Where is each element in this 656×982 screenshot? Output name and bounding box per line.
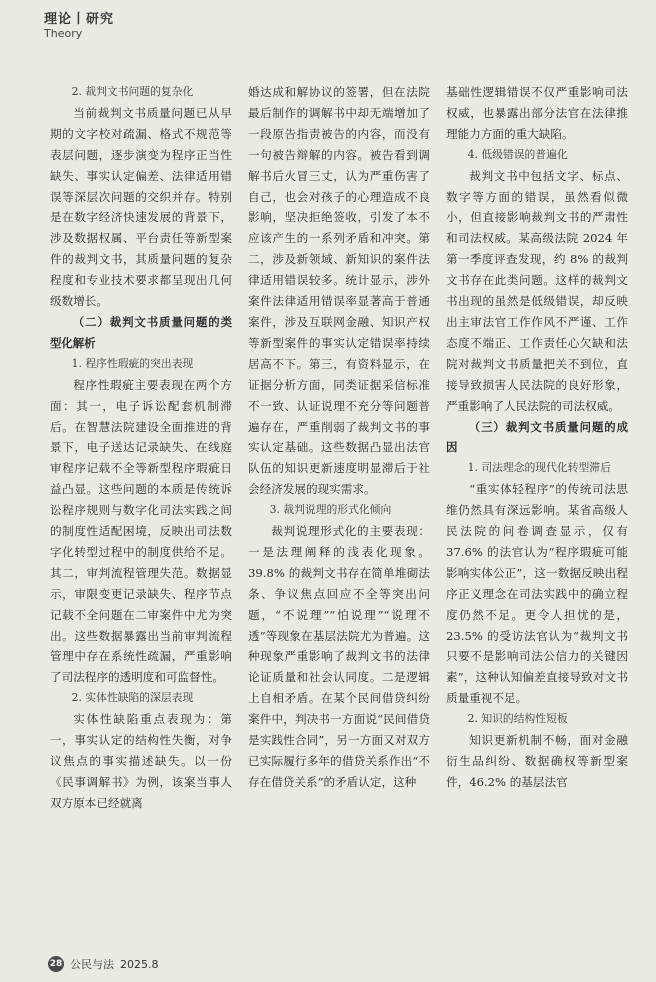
publication-name: 公民与法 — [70, 958, 114, 971]
text-column-2 — [248, 82, 430, 793]
page-number: 28 — [48, 956, 64, 972]
page-header — [44, 12, 114, 41]
text-column-1 — [50, 82, 232, 814]
section-title: 理论丨研究 — [44, 12, 115, 27]
section-heading: （二）裁判文书质量问题的类型化解析 — [50, 314, 232, 350]
section-heading: （三）裁判文书质量问题的成因 — [446, 419, 628, 455]
paragraph: 裁判文书中包括文字、标点、数字等方面的错误，虽然看似微小，但直接影响裁判文书的严肃性和司法权威。某高级法院 2024 年第一季度评查发现，约 8% 的裁判文书存在此类问题。这样的裁判文书出现的虽然是低级错误，却反映出主审法官工作作风不严谨、工作态度不端正、工作责任心欠缺和法院对裁判文书质量把关不到位，直接导致损害人民法院的良好形象，严重影响了人民法院的司法权威。 — [446, 168, 628, 413]
subheading: 2. 实体性缺陷的深层表现 — [71, 691, 194, 705]
paragraph-continued: 基础性逻辑错误不仅严重影响司法权威，也暴露出部分法官在法律推理能力方面的重大缺陷。 — [446, 85, 628, 141]
subheading: 3. 裁判说理的形式化倾向 — [269, 503, 392, 517]
paragraph: 程序性瑕疵主要表现在两个方面：其一，电子诉讼配套机制滞后。在智慧法院建设全面推进的背景下，电子送达记录缺失、在线庭审程序记载不全等新型程序瑕疵日益凸显。这些问题的本质是传统诉讼程序规则与数字化司法实践之间的制度性适配困境，反映出司法数字化转型过程中的制度供给不足。其二，审判流程管理失范。数据显示，审限变更记录缺失、程序节点记载不全问题在二审案件中尤为突出。这些数据暴露出当前审判流程管理中存在系统性疏漏，严重影响了司法程序的透明度和可监督性。 — [50, 377, 232, 685]
page-footer — [48, 956, 159, 972]
subheading: 4. 低级错误的普遍化 — [467, 147, 568, 161]
paragraph-continued: 婚达成和解协议的签署，但在法院最后制作的调解书中却无端增加了一段原告指责被告的内容，而没有一句被告辩解的内容。被告看到调解书后火冒三丈，认为严重伤害了自己，也会对孩子的心理造成不良影响，坚决拒绝签收，引发了本不应该产生的一系列矛盾和冲突。第二，涉及新领域、新知识的案件法律适用错误较多。统计显示，涉外案件法律适用错误率显著高于普通案件，涉及互联网金融、知识产权等新型案件的事实认定错误率持续居高不下。第三，有资料显示，在证据分析方面，同类证据采信标准不一致、认证说理不充分等问题普遍存在，严重削弱了裁判文书的事实认定基础。这些数据凸显出法官队伍的知识更新速度明显滞后于社会经济发展的现实需求。 — [248, 85, 430, 497]
paragraph: 实体性缺陷重点表现为：第一，事实认定的结构性失衡，对争议焦点的事实描述缺失。以一份《民事调解书》为例，该案当事人双方原本已经就离 — [50, 712, 232, 810]
subheading: 1. 程序性瑕疵的突出表现 — [71, 356, 194, 370]
paragraph: 裁判说理形式化的主要表现：一是法理阐释的浅表化现象。39.8% 的裁判文书存在简单堆砌法条、争议焦点回应不全等突出问题，“不说理”“怕说理”“说理不透”等现象在基层法院尤为普遍。这种现象严重影响了裁判文书的法律论证质量和社会认同度。二是逻辑上自相矛盾。在某个民间借贷纠纷案件中，判决书一方面说“民间借贷是实践性合同”，另一方面又对双方已实际履行多年的借贷关系作出“不存在借贷关系”的矛盾认定，这种 — [248, 524, 430, 789]
paragraph: 知识更新机制不畅，面对金融衍生品纠纷、数据确权等新型案件，46.2% 的基层法官 — [446, 733, 628, 789]
paragraph: “重实体轻程序”的传统司法思维仍然具有深远影响。某省高级人民法院的问卷调查显示，仅有 37.6% 的法官认为“程序瑕疵可能影响实体公正”，这一数据反映出程序正义理念在司法实践中的确立程度仍然不足。更令人担忧的是，23.5% 的受访法官认为“裁判文书只要不是影响司法公信力的关键因素”，这种认知偏差直接导致对文书质量重视不足。 — [446, 482, 628, 706]
text-column-3 — [446, 82, 628, 793]
issue-number: 2025.8 — [120, 957, 159, 971]
paragraph: 当前裁判文书质量问题已从早期的文字校对疏漏、格式不规范等表层问题，逐步演变为程序正当性缺失、事实认定偏差、法律适用错误等深层次问题的交织并存。特别是在数字经济快速发展的背景下，涉及数据权属、平台责任等新型案件的裁判文书，其质量问题的复杂程度和专业技术要求都呈现出几何级数增长。 — [50, 105, 232, 309]
subheading: 2. 知识的结构性短板 — [467, 712, 568, 726]
section-title-en: Theory — [44, 27, 83, 40]
subheading: 1. 司法理念的现代化转型滞后 — [467, 461, 611, 475]
subheading: 2. 裁判文书问题的复杂化 — [71, 85, 194, 98]
